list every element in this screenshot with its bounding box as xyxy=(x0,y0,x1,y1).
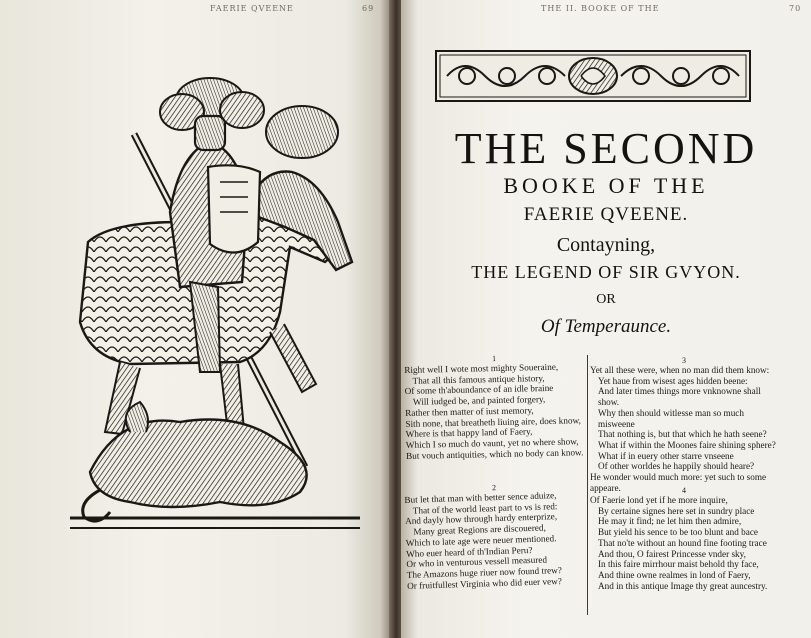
stanza-number: 3 xyxy=(682,356,686,365)
verse-line: What if in euery other starre vnseene xyxy=(598,450,734,461)
verse-line: Or fruitfullest Virginia who did euer vew? xyxy=(406,575,562,591)
verse-line: By certaine signes here set in sundry place xyxy=(598,505,755,516)
verse-line: He wonder would much more: yet such to some appeare. xyxy=(590,472,767,493)
left-running-head: FAERIE QVEENE xyxy=(210,4,294,13)
verse-line: Many great Regions are discouered, xyxy=(413,522,546,537)
verse-line: In this faire mirrhour maist behold thy face, xyxy=(598,559,759,570)
verse-line: That all this famous antique history, xyxy=(412,372,545,386)
verse-line: Rather then matter of iust memory, xyxy=(405,405,534,418)
title-booke-of-the: BOOKE OF THE xyxy=(503,173,709,198)
verse-line: And later times things more vnknowne shall show. xyxy=(598,386,761,408)
verse-line: And thou, O fairest Princesse vnder sky, xyxy=(598,548,746,559)
left-page-number: 69 xyxy=(362,4,375,13)
knight-dragon-woodcut xyxy=(70,72,360,530)
verse-line: Will iudged be, and painted forgery, xyxy=(412,394,546,407)
verse-line: Which I so much do vaunt, yet no where show, xyxy=(405,436,579,450)
verse-line: But yield his sence to be too blunt and bace xyxy=(598,527,758,538)
stanza-number: 2 xyxy=(491,483,497,493)
stanza-number: 4 xyxy=(682,486,686,495)
verse-line: That of the world least part to vs is red: xyxy=(412,500,558,516)
verse-line: And thine owne realmes in lond of Faery, xyxy=(598,569,751,580)
verse-line: The Amazons huge riuer now found trew? xyxy=(406,565,562,580)
plume-icon xyxy=(160,78,338,158)
verse-line: Which to late age were neuer mentioned. xyxy=(405,533,557,548)
verse-line: Of other worldes he happily should heare? xyxy=(598,461,755,472)
title-temperaunce: Of Temperaunce. xyxy=(540,316,672,337)
stanza-4 xyxy=(590,486,778,591)
verse-line: What if within the Moones faire shining sphere? xyxy=(598,439,776,450)
verse-line: But let that man with better sence aduize, xyxy=(404,490,557,505)
stanza-2 xyxy=(404,480,587,591)
headpiece-ornament xyxy=(435,50,751,102)
verse-line: Where is that happy land of Faery, xyxy=(405,426,533,440)
verse-line: Yet haue from wisest ages hidden beene: xyxy=(598,375,748,386)
title-or: OR xyxy=(596,292,616,307)
title-faerie-queene: FAERIE QVEENE. xyxy=(523,204,689,225)
verse-line: Of some th'aboundance of an idle braine xyxy=(404,383,554,397)
right-running-head: THE II. BOOKE OF THE xyxy=(541,4,660,13)
verse-line: Or who in venturous vessell measured xyxy=(406,554,548,570)
verse-line: Of Faerie lond yet if he more inquire, xyxy=(590,495,728,505)
verse-line: And in this antique Image thy great auncestry. xyxy=(598,580,768,591)
title-contayning: Contayning, xyxy=(556,234,656,256)
verse-line: He may it find; ne let him then admire, xyxy=(598,516,742,527)
verse-line: Right well I wote most mighty Soueraine, xyxy=(404,361,559,375)
verse-line: That no'te without an hound fine footing trace xyxy=(598,537,767,548)
verse-line: Who euer heard of th'Indian Peru? xyxy=(405,544,533,559)
verse-line: Sith none, that breatheth liuing aire, does know, xyxy=(405,414,581,429)
verse-line: And dayly how through hardy enterprize, xyxy=(404,511,558,527)
column-rule xyxy=(587,355,588,615)
verse-line: Yet all these were, when no man did them know: xyxy=(590,365,770,375)
title-legend: THE LEGEND OF SIR GVYON. xyxy=(471,262,741,282)
stanza-1 xyxy=(404,352,586,461)
stanza-3 xyxy=(590,356,778,493)
right-page-number: 70 xyxy=(789,4,802,13)
stanza-number: 1 xyxy=(491,354,497,364)
verse-line: That nothing is, but that which he hath seene? xyxy=(598,429,767,440)
title-the-second: THE SECOND xyxy=(454,124,758,173)
verse-line: Why then should witlesse man so much misweene xyxy=(598,407,744,429)
verse-line: But vouch antiquities, which no body can know. xyxy=(405,446,584,461)
